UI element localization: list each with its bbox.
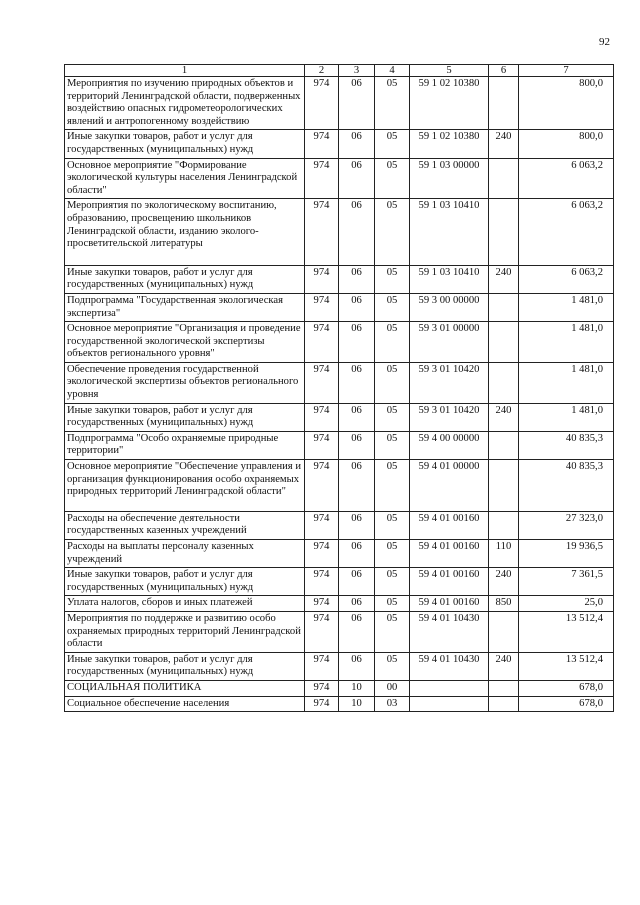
row-admin-code-cell: 974 [305,540,339,568]
table-row [65,199,614,265]
row-name-cell: Иные закупки товаров, работ и услуг для государственных (муниципальных) нужд [65,130,305,158]
row-section-cell: 10 [339,696,375,712]
header-cell: 5 [410,65,489,77]
table-row [65,431,614,459]
row-admin-code-cell: 974 [305,696,339,712]
table-row [65,611,614,652]
row-subsection-cell: 05 [375,460,410,512]
row-target-article-cell [410,696,489,712]
header-cell: 7 [519,65,614,77]
table-row [65,652,614,680]
row-target-article-cell: 59 3 01 10420 [410,362,489,403]
row-target-article-cell: 59 4 01 10430 [410,611,489,652]
row-name-cell: Основное мероприятие "Организация и проведение государственной экологической экспертизы объектов регионального уровня" [65,322,305,363]
row-target-article-cell: 59 4 01 10430 [410,652,489,680]
row-subsection-cell: 05 [375,540,410,568]
row-expense-type-cell [489,199,519,265]
table-row [65,293,614,321]
table-row [65,130,614,158]
row-name-cell: Иные закупки товаров, работ и услуг для государственных (муниципальных) нужд [65,652,305,680]
table-row [65,696,614,712]
row-section-cell: 06 [339,652,375,680]
row-amount-cell: 13 512,4 [519,652,614,680]
row-amount-cell: 678,0 [519,696,614,712]
row-target-article-cell: 59 3 01 00000 [410,322,489,363]
table-row [65,322,614,363]
row-section-cell: 06 [339,158,375,199]
row-expense-type-cell [489,611,519,652]
row-expense-type-cell [489,696,519,712]
row-amount-cell: 6 063,2 [519,265,614,293]
row-target-article-cell: 59 4 01 00000 [410,460,489,512]
row-name-cell: Подпрограмма "Государственная экологическая экспертиза" [65,293,305,321]
row-admin-code-cell: 974 [305,431,339,459]
row-section-cell: 06 [339,265,375,293]
row-subsection-cell: 05 [375,158,410,199]
table-row [65,158,614,199]
row-section-cell: 06 [339,362,375,403]
row-target-article-cell: 59 1 03 10410 [410,265,489,293]
row-target-article-cell: 59 4 01 00160 [410,540,489,568]
table-row [65,265,614,293]
row-admin-code-cell: 974 [305,158,339,199]
row-section-cell: 06 [339,77,375,130]
row-subsection-cell: 05 [375,130,410,158]
row-name-cell: Мероприятия по экологическому воспитанию, образованию, просвещению школьников Ленинградской области, изданию эколого-просветительской литературы [65,199,305,265]
row-amount-cell: 25,0 [519,596,614,612]
row-expense-type-cell [489,431,519,459]
row-amount-cell: 40 835,3 [519,460,614,512]
header-cell: 3 [339,65,375,77]
row-expense-type-cell: 240 [489,568,519,596]
row-expense-type-cell [489,460,519,512]
row-section-cell: 06 [339,293,375,321]
table-row [65,568,614,596]
row-expense-type-cell [489,158,519,199]
row-admin-code-cell: 974 [305,362,339,403]
row-expense-type-cell: 240 [489,130,519,158]
row-expense-type-cell: 240 [489,265,519,293]
row-section-cell: 06 [339,199,375,265]
budget-table [64,64,614,712]
row-subsection-cell: 05 [375,611,410,652]
row-target-article-cell: 59 3 00 00000 [410,293,489,321]
row-subsection-cell: 05 [375,596,410,612]
row-section-cell: 06 [339,322,375,363]
row-amount-cell: 27 323,0 [519,511,614,539]
row-target-article-cell [410,680,489,696]
row-admin-code-cell: 974 [305,322,339,363]
table-row [65,362,614,403]
row-name-cell: Расходы на выплаты персоналу казенных учреждений [65,540,305,568]
header-cell: 4 [375,65,410,77]
row-name-cell: Мероприятия по изучению природных объектов и территорий Ленинградской области, подверженных воздействию опасных гидрометеорологических явлений и антропогенному воздействию [65,77,305,130]
table-row [65,596,614,612]
row-section-cell: 06 [339,540,375,568]
row-target-article-cell: 59 1 03 10410 [410,199,489,265]
header-cell: 6 [489,65,519,77]
table-row [65,403,614,431]
row-amount-cell: 800,0 [519,130,614,158]
table-row [65,460,614,512]
row-name-cell: Уплата налогов, сборов и иных платежей [65,596,305,612]
row-name-cell: СОЦИАЛЬНАЯ ПОЛИТИКА [65,680,305,696]
row-section-cell: 06 [339,130,375,158]
row-subsection-cell: 05 [375,431,410,459]
row-subsection-cell: 05 [375,652,410,680]
header-cell: 2 [305,65,339,77]
row-target-article-cell: 59 1 02 10380 [410,77,489,130]
row-section-cell: 06 [339,611,375,652]
table-row [65,680,614,696]
row-subsection-cell: 00 [375,680,410,696]
row-subsection-cell: 05 [375,568,410,596]
row-name-cell: Иные закупки товаров, работ и услуг для государственных (муниципальных) нужд [65,403,305,431]
row-amount-cell: 1 481,0 [519,362,614,403]
row-admin-code-cell: 974 [305,265,339,293]
row-name-cell: Основное мероприятие "Формирование экологической культуры населения Ленинградской области" [65,158,305,199]
row-admin-code-cell: 974 [305,130,339,158]
row-admin-code-cell: 974 [305,199,339,265]
row-amount-cell: 7 361,5 [519,568,614,596]
page-number: 92 [599,36,610,48]
row-section-cell: 06 [339,568,375,596]
row-name-cell: Расходы на обеспечение деятельности государственных казенных учреждений [65,511,305,539]
row-admin-code-cell: 974 [305,403,339,431]
row-admin-code-cell: 974 [305,293,339,321]
row-amount-cell: 6 063,2 [519,199,614,265]
table-row [65,511,614,539]
row-expense-type-cell [489,362,519,403]
row-name-cell: Основное мероприятие "Обеспечение управления и организация функционирования особо охраняемых природных территорий Ленинградской области" [65,460,305,512]
row-section-cell: 06 [339,460,375,512]
row-target-article-cell: 59 1 03 00000 [410,158,489,199]
row-admin-code-cell: 974 [305,680,339,696]
row-amount-cell: 800,0 [519,77,614,130]
row-expense-type-cell [489,511,519,539]
row-expense-type-cell [489,680,519,696]
row-section-cell: 10 [339,680,375,696]
row-expense-type-cell: 110 [489,540,519,568]
row-expense-type-cell [489,77,519,130]
row-subsection-cell: 05 [375,511,410,539]
row-section-cell: 06 [339,403,375,431]
table-row [65,540,614,568]
row-target-article-cell: 59 4 01 00160 [410,568,489,596]
row-subsection-cell: 05 [375,199,410,265]
row-target-article-cell: 59 4 01 00160 [410,596,489,612]
row-admin-code-cell: 974 [305,596,339,612]
row-name-cell: Иные закупки товаров, работ и услуг для государственных (муниципальных) нужд [65,568,305,596]
row-amount-cell: 19 936,5 [519,540,614,568]
row-subsection-cell: 05 [375,403,410,431]
row-name-cell: Мероприятия по поддержке и развитию особо охраняемых природных территорий Ленинградской области [65,611,305,652]
row-admin-code-cell: 974 [305,611,339,652]
row-expense-type-cell: 850 [489,596,519,612]
row-amount-cell: 1 481,0 [519,293,614,321]
row-admin-code-cell: 974 [305,652,339,680]
row-amount-cell: 40 835,3 [519,431,614,459]
row-subsection-cell: 05 [375,293,410,321]
row-section-cell: 06 [339,431,375,459]
row-name-cell: Социальное обеспечение населения [65,696,305,712]
row-amount-cell: 1 481,0 [519,403,614,431]
row-name-cell: Иные закупки товаров, работ и услуг для государственных (муниципальных) нужд [65,265,305,293]
row-name-cell: Обеспечение проведения государственной экологической экспертизы объектов регионального уровня [65,362,305,403]
row-subsection-cell: 05 [375,77,410,130]
header-cell: 1 [65,65,305,77]
row-expense-type-cell [489,293,519,321]
row-subsection-cell: 05 [375,322,410,363]
row-admin-code-cell: 974 [305,460,339,512]
row-target-article-cell: 59 1 02 10380 [410,130,489,158]
row-subsection-cell: 05 [375,362,410,403]
row-admin-code-cell: 974 [305,77,339,130]
row-amount-cell: 13 512,4 [519,611,614,652]
row-amount-cell: 678,0 [519,680,614,696]
row-admin-code-cell: 974 [305,568,339,596]
row-subsection-cell: 03 [375,696,410,712]
row-expense-type-cell: 240 [489,403,519,431]
row-subsection-cell: 05 [375,265,410,293]
row-expense-type-cell: 240 [489,652,519,680]
row-target-article-cell: 59 3 01 10420 [410,403,489,431]
row-target-article-cell: 59 4 01 00160 [410,511,489,539]
row-section-cell: 06 [339,511,375,539]
row-amount-cell: 6 063,2 [519,158,614,199]
row-amount-cell: 1 481,0 [519,322,614,363]
row-expense-type-cell [489,322,519,363]
row-name-cell: Подпрограмма "Особо охраняемые природные территории" [65,431,305,459]
row-admin-code-cell: 974 [305,511,339,539]
row-target-article-cell: 59 4 00 00000 [410,431,489,459]
row-section-cell: 06 [339,596,375,612]
table-row [65,77,614,130]
table-header-row [65,65,614,77]
